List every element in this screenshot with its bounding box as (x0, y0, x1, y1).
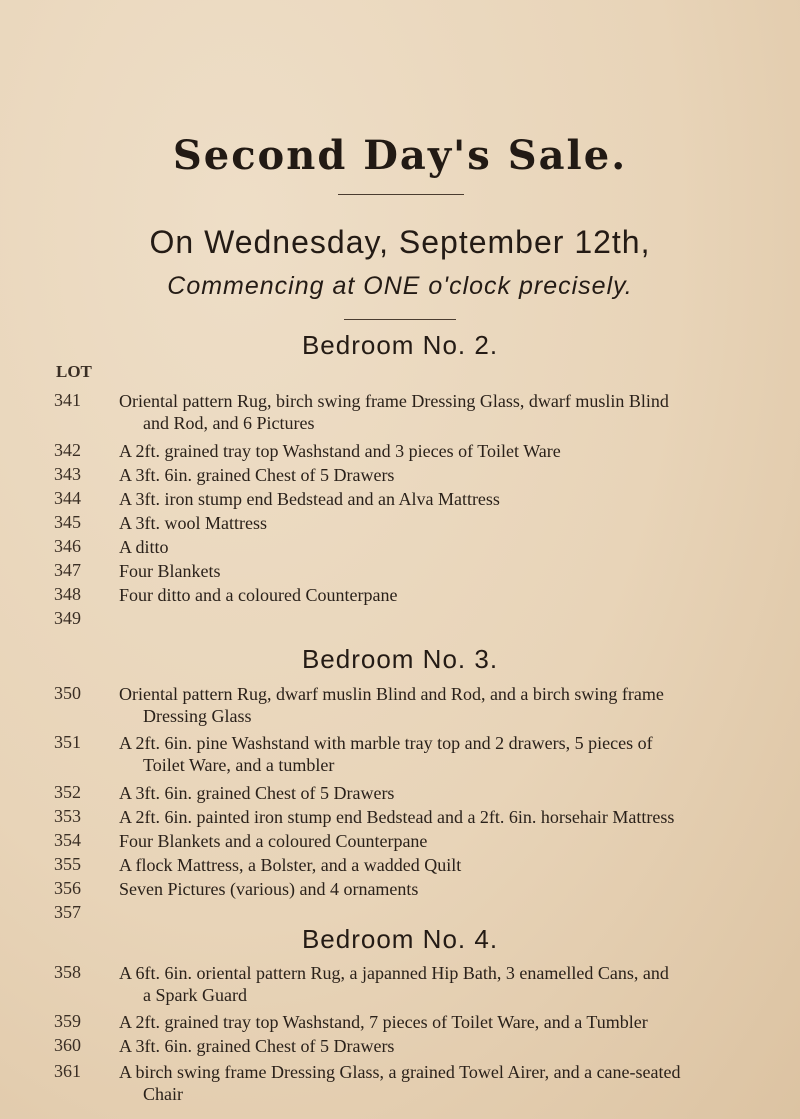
lot-number: 351 (54, 732, 81, 752)
lot-description: Oriental pattern Rug, birch swing frame Dressing Glass, dwarf muslin Blind (119, 391, 669, 411)
lot-number: 346 (54, 536, 81, 556)
lot-description: A flock Mattress, a Bolster, and a wadded Quilt (119, 855, 462, 875)
lot-description-continued: and Rod, and 6 Pictures (143, 413, 315, 433)
lot-description: A ditto (119, 537, 169, 557)
lot-number: 344 (54, 488, 81, 508)
lot-description: A 3ft. 6in. grained Chest of 5 Drawers (119, 783, 395, 803)
title-divider (338, 194, 464, 195)
lot-number: 343 (54, 464, 81, 484)
lot-number: 353 (54, 806, 81, 826)
section-heading-bedroom-4: Bedroom No. 4. (301, 924, 499, 954)
page-title: Second Day's Sale. (172, 132, 628, 179)
lot-number: 359 (54, 1011, 81, 1031)
section-heading-bedroom-2: Bedroom No. 2. (301, 330, 499, 360)
lot-description: A 3ft. wool Mattress (119, 513, 267, 533)
lot-description: A 3ft. 6in. grained Chest of 5 Drawers (119, 465, 395, 485)
lot-number: 345 (54, 512, 81, 532)
lot-description: Four Blankets (119, 561, 221, 581)
lot-description: Seven Pictures (various) and 4 ornaments (119, 879, 419, 899)
lot-description: Oriental pattern Rug, dwarf muslin Blind and Rod, and a birch swing frame (119, 684, 664, 704)
lot-number: 358 (54, 962, 81, 982)
section-heading-bedroom-3: Bedroom No. 3. (301, 644, 499, 674)
lot-number: 347 (54, 560, 81, 580)
lot-description-continued: Chair (143, 1084, 183, 1104)
lot-number: 354 (54, 830, 81, 850)
sale-date: On Wednesday, September 12th, (149, 224, 651, 260)
lot-number: 361 (54, 1061, 81, 1081)
lot-number: 352 (54, 782, 81, 802)
lot-number: 341 (54, 390, 81, 410)
lot-description: A 2ft. grained tray top Washstand and 3 pieces of Toilet Ware (119, 441, 561, 461)
lot-description: A 3ft. iron stump end Bedstead and an Alva Mattress (119, 489, 500, 509)
lot-description: A birch swing frame Dressing Glass, a grained Towel Airer, and a cane-seated (119, 1062, 681, 1082)
lot-description: Four ditto and a coloured Counterpane (119, 585, 398, 605)
lot-number: 355 (54, 854, 81, 874)
lot-number: 360 (54, 1035, 81, 1055)
lot-description: A 2ft. 6in. pine Washstand with marble tray top and 2 drawers, 5 pieces of (119, 733, 653, 753)
lot-number: 348 (54, 584, 81, 604)
lot-number: 342 (54, 440, 81, 460)
lot-description-continued: a Spark Guard (143, 985, 247, 1005)
lot-number: 350 (54, 683, 81, 703)
lot-number: 356 (54, 878, 81, 898)
lot-description: A 3ft. 6in. grained Chest of 5 Drawers (119, 1036, 395, 1056)
lot-description: A 2ft. 6in. painted iron stump end Bedstead and a 2ft. 6in. horsehair Mattress (119, 807, 675, 827)
lot-number: 357 (54, 902, 81, 922)
lot-description-continued: Dressing Glass (143, 706, 252, 726)
lot-description: A 6ft. 6in. oriental pattern Rug, a japanned Hip Bath, 3 enamelled Cans, and (119, 963, 669, 983)
lot-description-continued: Toilet Ware, and a tumbler (143, 755, 335, 775)
header-divider (344, 319, 456, 320)
lot-number: 349 (54, 608, 81, 628)
lot-description: A 2ft. grained tray top Washstand, 7 pieces of Toilet Ware, and a Tumbler (119, 1012, 648, 1032)
lot-column-label: LOT (56, 362, 92, 381)
lot-description: Four Blankets and a coloured Counterpane (119, 831, 428, 851)
sale-time: Commencing at ONE o'clock precisely. (167, 272, 633, 300)
